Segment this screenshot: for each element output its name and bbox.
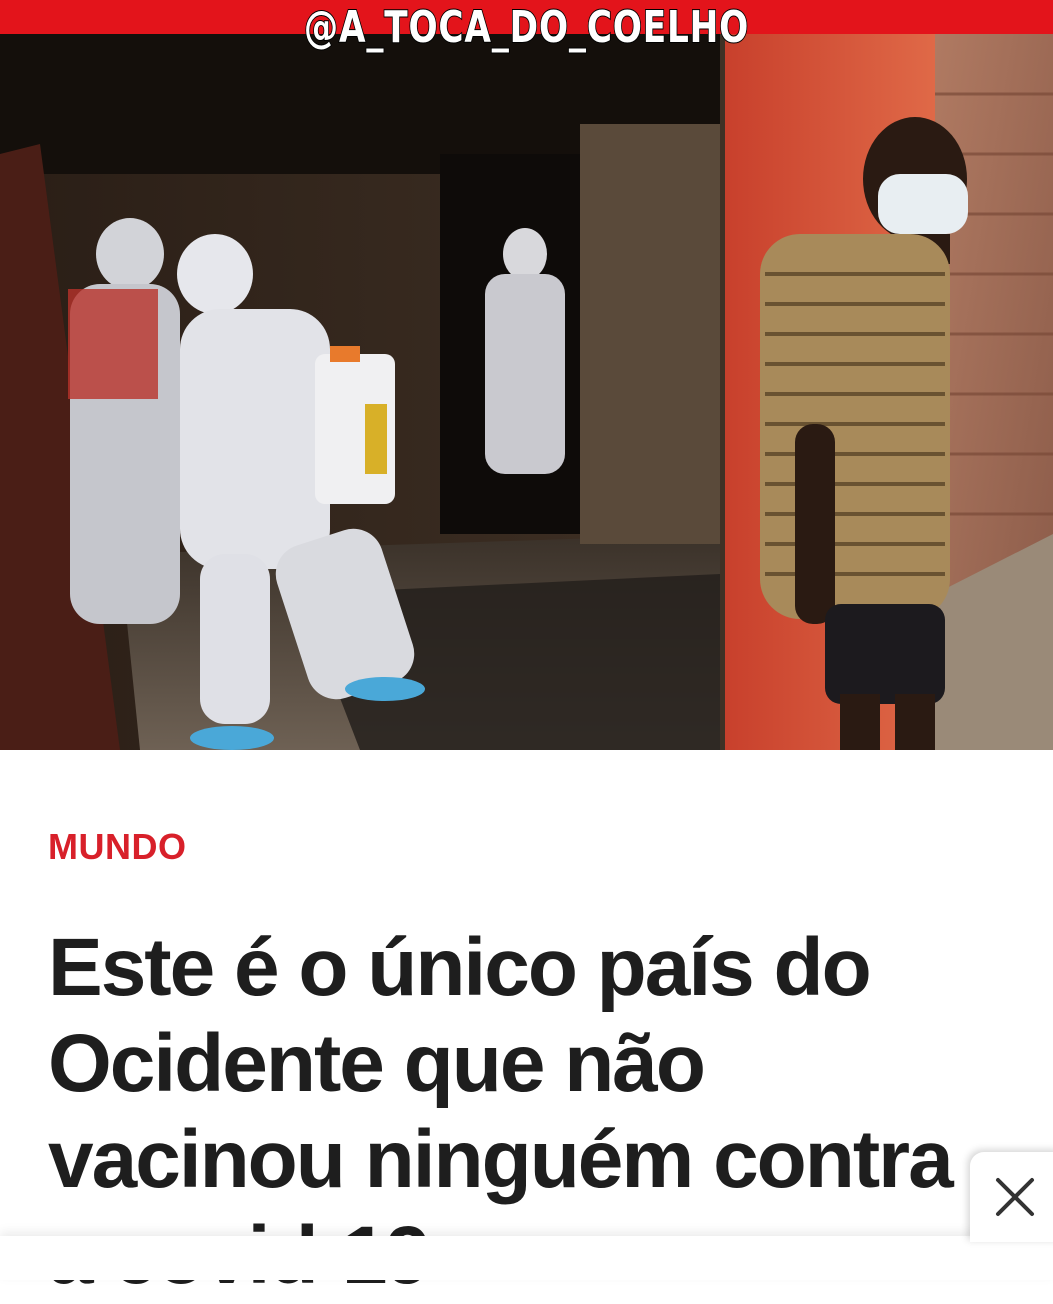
bottom-overlay [0, 1236, 1053, 1280]
article-headline[interactable]: Este é o único país do Ocidente que não vacinou ninguém contra [48, 922, 952, 1205]
article-category[interactable]: MUNDO [48, 826, 187, 867]
close-ad-button[interactable] [970, 1152, 1053, 1242]
article-hero-image[interactable] [0, 34, 1053, 750]
hero-photo-illustration [0, 34, 1053, 750]
close-icon [994, 1176, 1036, 1218]
watermark-text: @A_TOCA_DO_COELHO [303, 2, 750, 53]
